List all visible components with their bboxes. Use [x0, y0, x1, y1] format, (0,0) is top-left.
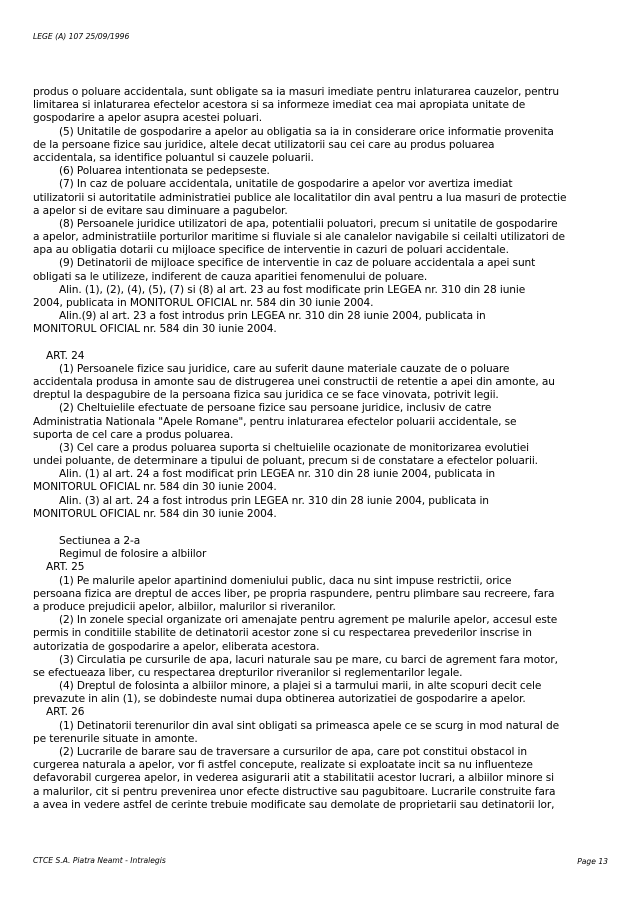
text-line: Alin. (1), (2), (4), (5), (7) si (8) al art. 23 au fost modificate prin LEGEA nr. 310 din 28 iunie [33, 283, 526, 296]
text-line: pe terenurile situate in amonte. [33, 732, 198, 745]
text-line: (9) Detinatorii de mijloace specifice de interventie in caz de poluare accidentala a apei sunt [33, 257, 536, 270]
text-line: (8) Persoanele juridice utilizatori de apa, potentialii poluatori, precum si unitatile de gospodarire [33, 217, 558, 230]
text-line: a avea in vedere astfel de cerinte trebuie modificate sau demolate de proprietarii sau detinatorii lor, [33, 798, 555, 811]
text-line: defavorabil curgerea apelor, in vederea asigurarii atit a stabilitatii acestor lucrari, a albiilor minore si [33, 772, 554, 785]
text-line: (2) Lucrarile de barare sau de traversare a cursurilor de apa, care pot constitui obstacol in [33, 746, 527, 758]
text-line: se efectueaza liber, cu respectarea drepturilor riveranilor si reglementarilor legale. [33, 666, 463, 679]
document-body [33, 86, 605, 812]
text-line: produs o poluare accidentala, sunt obligate sa ia masuri imediate pentru inlaturarea cauzelor, pentru [33, 86, 559, 98]
text-line: Alin.(9) al art. 23 a fost introdus prin LEGEA nr. 310 din 28 iunie 2004, publicata in [33, 310, 486, 323]
text-line: (3) Cel care a produs poluarea suporta si cheltuielile ocazionate de monitorizarea evolutiei [33, 441, 529, 454]
text-line: gospodarire a apelor asupra acestei poluari. [33, 112, 262, 125]
text-line: (2) Cheltuielile efectuate de persoane fizice sau persoane juridice, inclusiv de catre [33, 402, 492, 415]
text-line: ART. 24 [33, 349, 85, 362]
text-line: permis in conditiile stabilite de detinatorii acestor zone si cu respectarea prevederilor inscrise in [33, 627, 532, 640]
text-line: MONITORUL OFICIAL nr. 584 din 30 iunie 2004. [33, 481, 277, 494]
text-line: (1) Pe malurile apelor apartinind domeniului public, daca nu sint impuse restrictii, orice [33, 574, 512, 587]
text-line: (1) Detinatorii terenurilor din aval sint obligati sa primeasca apele ce se scurg in mod natural de [33, 719, 559, 732]
text-line: (4) Dreptul de folosinta a albiilor minore, a plajei si a tarmului marii, in alte scopuri decit cele [33, 680, 542, 693]
text-line: Alin. (3) al art. 24 a fost introdus prin LEGEA nr. 310 din 28 iunie 2004, publicata in [33, 494, 489, 507]
text-line: Regimul de folosire a albiilor [33, 548, 207, 561]
text-line: (1) Persoanele fizice sau juridice, care au suferit daune materiale cauzate de o poluare [33, 362, 510, 375]
text-line: MONITORUL OFICIAL nr. 584 din 30 iunie 2004. [33, 323, 277, 336]
text-line: a apelor, administratiile porturilor maritime si fluviale si ale canalelor navigabile si ceilalti utilizatori de [33, 231, 565, 244]
text-line: dreptul la despagubire de la persoana fizica sau juridica ce se face vinovata, potrivit legii. [33, 389, 499, 402]
paragraph-gap [33, 337, 605, 350]
text-line: Administratia Nationala "Apele Romane", pentru inlaturarea efectelor poluarii accidentale, se [33, 415, 517, 428]
text-line: undei poluante, de determinare a tipului de poluant, precum si de constatare a efectelor poluarii. [33, 455, 538, 468]
footer-source: CTCE S.A. Piatra Neamt - Intralegis [33, 856, 166, 865]
text-line: ART. 26 [33, 706, 85, 719]
text-line: de la persoane fizice sau juridice, altele decat utilizatorii sau cei care au produs poluarea [33, 138, 495, 151]
text-line: 2004, publicata in MONITORUL OFICIAL nr. 584 din 30 iunie 2004. [33, 297, 374, 309]
text-line: Sectiunea a 2-a [33, 535, 141, 547]
text-line: accidentala, sa identifice poluantul si cauzele poluarii. [33, 151, 314, 164]
text-line: apa au obligatia dotarii cu mijloace specifice de interventie in cazuri de poluari accidentale. [33, 244, 509, 257]
text-line: suporta de cel care a produs poluarea. [33, 428, 234, 441]
text-line: prevazute in alin (1), se dobindeste numai dupa obtinerea autorizatiei de gospodarire a apelor. [33, 693, 526, 706]
text-line: Alin. (1) al art. 24 a fost modificat prin LEGEA nr. 310 din 28 iunie 2004, publicata in [33, 468, 496, 481]
text-line: a malurilor, cit si pentru prevenirea unor efecte distructive sau pagubitoare. Lucrarile construite fara [33, 785, 556, 798]
text-line: utilizatorii si autoritatile administratiei publice ale localitatilor din aval pentru a lua masuri de protectie [33, 191, 567, 204]
text-line: persoana fizica are dreptul de acces liber, pe propria raspundere, pentru plimbare sau recreere, fara [33, 587, 555, 600]
paragraph-gap [33, 521, 605, 535]
text-line: autorizatia de gospodarire a apelor, eliberata acestora. [33, 640, 320, 653]
text-line: (6) Poluarea intentionata se pedepseste. [33, 165, 270, 178]
text-line: obligati sa le utilizeze, indiferent de cauza aparitiei fenomenului de poluare. [33, 270, 428, 283]
text-line: (7) In caz de poluare accidentala, unitatile de gospodarire a apelor vor avertiza imediat [33, 178, 513, 191]
text-line: (3) Circulatia pe cursurile de apa, lacuri naturale sau pe mare, cu barci de agrement fara motor, [33, 653, 558, 666]
text-line: a produce prejudicii apelor, albiilor, malurilor si riveranilor. [33, 600, 336, 613]
text-line: limitarea si inlaturarea efectelor acestora si sa informeze imediat cea mai apropiata unitate de [33, 99, 526, 112]
text-line: MONITORUL OFICIAL nr. 584 din 30 iunie 2004. [33, 507, 277, 520]
text-line: curgerea naturala a apelor, vor fi astfel concepute, realizate si exploatate incit sa nu influenteze [33, 759, 533, 772]
text-line: (2) In zonele special organizate ori amenajate pentru agrement pe malurile apelor, accesul este [33, 614, 558, 627]
text-line: accidentala produsa in amonte sau de distrugerea unei constructii de retentie a apei din amonte, au [33, 375, 555, 388]
page-number: Page 13 [577, 857, 608, 866]
text-line: (5) Unitatile de gospodarire a apelor au obligatia sa ia in considerare orice informatie provenita [33, 125, 554, 138]
text-line: ART. 25 [33, 561, 85, 574]
text-line: a apelor si de evitare sau diminuare a pagubelor. [33, 204, 288, 217]
page-header: LEGE (A) 107 25/09/1996 [33, 32, 130, 41]
